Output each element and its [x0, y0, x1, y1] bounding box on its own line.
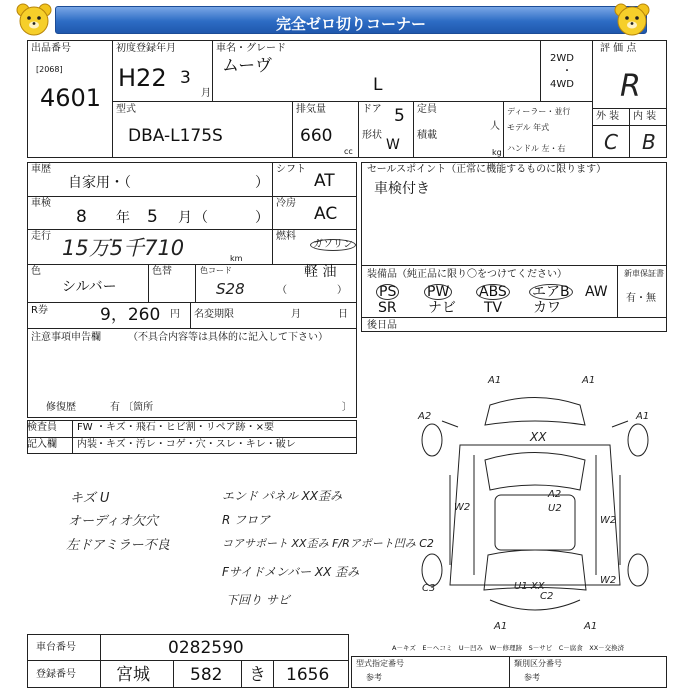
grade: L: [373, 75, 383, 95]
score: R: [620, 69, 641, 104]
ac-label: 冷房: [276, 198, 296, 209]
equip-airbag: エアB: [529, 284, 573, 300]
mark-a1-rear-right: A1: [584, 621, 598, 632]
drive-4wd: 4WD: [550, 79, 574, 90]
sales-point: 車検付き: [374, 181, 430, 197]
shift: AT: [314, 171, 335, 191]
repair-history-label: 修復歴: [46, 402, 76, 413]
drive-2wd: 2WD: [550, 53, 574, 64]
history-value: 自家用・（: [68, 175, 131, 191]
recycle-fee: 9，260: [100, 305, 161, 325]
shape-label: 形状: [362, 130, 382, 141]
mark-w2-left: W2: [454, 502, 471, 513]
plate-class: 582: [190, 665, 223, 685]
name-change-label: 名変期限: [194, 309, 234, 320]
plate-region: 宮城: [116, 665, 150, 685]
class-ref: 参考: [524, 673, 540, 682]
car-damage-diagram: [410, 375, 660, 635]
equip-tv: TV: [484, 300, 503, 316]
fuel-paren: （ ）: [277, 285, 347, 296]
exterior-label: 外 装: [596, 111, 620, 122]
form-ref: 参考: [366, 673, 382, 682]
mark-a1-right: A1: [636, 411, 650, 422]
displacement-label: 排気量: [296, 104, 326, 115]
note-right-5: 下回り サビ: [226, 593, 290, 607]
color: シルバー: [62, 279, 117, 295]
note-right-3: コアサポート XX歪み F/Rアポート凹み C2: [222, 537, 434, 550]
interior-row-label: 内装: [77, 439, 97, 450]
color-label: 色: [31, 266, 41, 277]
month-unit: 月: [201, 88, 211, 99]
name-change-day: 日: [338, 309, 348, 320]
equip-sr: SR: [378, 300, 397, 316]
doors: 5: [394, 106, 405, 126]
model-label: 車名・グレード: [216, 43, 286, 54]
model-code: DBA-L175S: [128, 126, 223, 146]
repair-history: 有 〔箇所: [110, 402, 154, 413]
inspection-day-close: ）: [255, 210, 269, 226]
note-left-1: キズ U: [70, 491, 110, 506]
shift-label: シフト: [276, 164, 306, 175]
equipment-label: 装備品（純正品に限り〇をつけてください）: [367, 269, 567, 280]
mileage: 15万5千710: [62, 236, 185, 260]
mark-w2-rear: W2: [600, 575, 617, 586]
plate-number: 1656: [286, 665, 330, 685]
inspector-label: 検査員: [27, 422, 57, 433]
mileage-unit: km: [230, 254, 243, 263]
banner-title: 完全ゼロ切りコーナー: [275, 15, 426, 33]
mascot-bear-icon: [14, 2, 54, 38]
equip-leather: カワ: [533, 300, 561, 316]
equip-ps: PS: [376, 284, 399, 300]
shape: W: [386, 137, 400, 153]
aftermarket-label: 後日品: [367, 320, 397, 331]
inspection-label: 車検: [31, 198, 51, 209]
ac: AC: [314, 204, 338, 224]
note-left-3: 左ドアミラー不良: [66, 538, 170, 553]
displacement-unit: cc: [344, 147, 353, 156]
lot-number: 4601: [40, 84, 102, 112]
recycle-label: R券: [31, 305, 48, 316]
note-left-2: オーディオ欠穴: [68, 514, 158, 529]
interior-grade: B: [642, 130, 656, 154]
doors-label: ドア: [362, 104, 382, 115]
exterior-grade: C: [604, 130, 618, 154]
mark-a2-left: A2: [418, 411, 432, 422]
plate-kana: き: [249, 665, 266, 685]
notes-hint: （不具合内容等は具体的に記入して下さい）: [128, 332, 328, 343]
type-label: 型式: [116, 104, 136, 115]
load-unit: kg: [492, 148, 502, 157]
mark-c2: C2: [540, 591, 554, 602]
fuel-label: 燃料: [276, 231, 296, 242]
capacity-label: 定員: [417, 104, 437, 115]
mileage-label: 走行: [31, 231, 51, 242]
chassis-label: 車台番号: [36, 642, 76, 653]
banner-bar: [55, 6, 647, 34]
score-label: 評 価 点: [600, 43, 637, 54]
handle-label: ハンドル 左・右: [507, 144, 566, 153]
form-label: 型式指定番号: [356, 659, 404, 668]
inspection-month: 5: [147, 207, 158, 227]
mark-u1-xx: U1 XX: [514, 581, 545, 592]
dealer-label: ディーラー・並行: [507, 107, 571, 116]
first-reg-label: 初度登録年月: [116, 43, 176, 54]
mark-xx-hood: XX: [530, 430, 547, 444]
notes-label: 注意事項申告欄: [31, 332, 101, 343]
history-label: 車歴: [31, 164, 51, 175]
mark-c3: C3: [422, 583, 436, 594]
mark-a1-front-right: A1: [582, 375, 596, 386]
fw-label: FW: [77, 422, 93, 433]
chassis-number: 0282590: [168, 638, 244, 658]
mark-a1-rear-left: A1: [494, 621, 508, 632]
inspection-day-open: （: [194, 210, 208, 226]
equip-aw: AW: [585, 284, 608, 300]
fw-items: ・キズ・飛石・ヒビ割・リペア跡・×要: [96, 422, 274, 433]
recolor-label: 色替: [152, 266, 172, 277]
color-code: S28: [216, 280, 245, 298]
drive-sep: ・: [562, 66, 572, 77]
entry-label: 記入欄: [27, 439, 57, 450]
plate-label: 登録番号: [36, 669, 76, 680]
capacity-unit: 人: [490, 121, 500, 132]
header-banner: [0, 0, 700, 40]
recycle-unit: 円: [170, 309, 180, 320]
equip-navi: ナビ: [428, 300, 456, 316]
history-close: ）: [255, 175, 269, 191]
equip-abs: ABS: [476, 284, 510, 300]
first-reg-year: H22: [118, 64, 167, 92]
mark-w2-right: W2: [600, 515, 617, 526]
mascot-bear-icon: [612, 2, 652, 38]
load-label: 積載: [417, 130, 437, 141]
note-right-4: Fサイドメンバー XX 歪み: [222, 565, 360, 579]
model-year-label: モデル 年式: [507, 123, 550, 132]
displacement: 660: [300, 126, 333, 146]
warranty-value: 有・無: [626, 293, 656, 304]
interior-items: ・キズ・汚レ・コゲ・穴・スレ・キレ・破レ: [96, 439, 296, 450]
interior-label: 内 装: [633, 111, 657, 122]
warranty-label: 新車保証書: [624, 269, 664, 278]
equip-pw: PW: [424, 284, 452, 300]
sales-label: セールスポイント（正常に機能するものに限ります）: [367, 164, 607, 175]
mark-a1-front-left: A1: [488, 375, 502, 386]
mark-u2-roof: U2: [548, 503, 562, 514]
first-reg-month: 3: [180, 68, 191, 88]
inspection-year: 8: [76, 207, 87, 227]
lot-label: 出品番号: [31, 43, 71, 54]
fuel: ガソリン: [310, 239, 356, 251]
car-name: ムーヴ: [222, 56, 273, 76]
lot-small: [2068]: [36, 65, 63, 74]
note-right-1: エンド パネル XX歪み: [222, 489, 343, 503]
repair-close: 〕: [342, 402, 352, 413]
damage-legend: A－キズ E－ヘコミ U－凹み W－修理跡 S－サビ C－腐食 XX－交換済: [392, 644, 625, 652]
color-code-label: 色コード: [200, 266, 232, 275]
fuel-alt: 軽 油: [304, 264, 337, 280]
name-change-unit: 月: [291, 309, 301, 320]
mark-a2-roof: A2: [548, 489, 562, 500]
class-label: 類別区分番号: [514, 659, 562, 668]
inspection-year-unit: 年: [116, 210, 130, 226]
note-right-2: R フロア: [222, 513, 271, 527]
inspection-month-unit: 月: [178, 210, 192, 226]
